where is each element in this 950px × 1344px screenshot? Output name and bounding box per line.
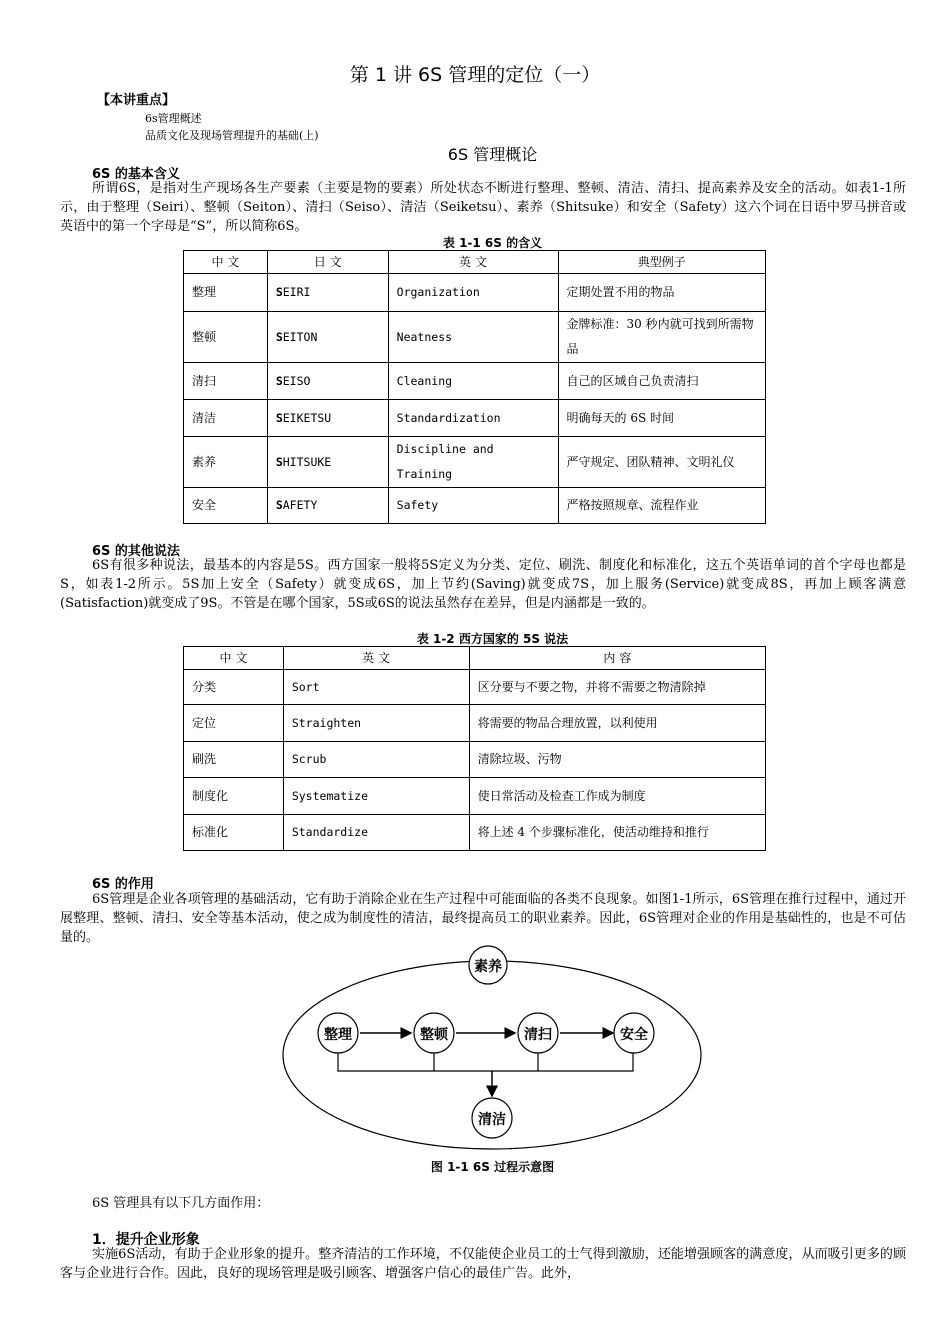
- node-zhengdun: 整顿: [420, 1027, 448, 1043]
- node-zhengli: 整理: [324, 1027, 352, 1043]
- col-header: 典型例子: [558, 251, 766, 274]
- table-cell: 整理: [184, 274, 268, 312]
- romaji: EITON: [282, 329, 318, 344]
- table-cell: 整顿: [184, 312, 268, 363]
- romaji: EISO: [282, 373, 311, 388]
- table-cell: 制度化: [184, 778, 284, 815]
- romaji: EIRI: [282, 285, 311, 299]
- table-cell: 清扫: [184, 363, 268, 400]
- table-cell: 分类: [184, 670, 284, 705]
- page-title: 第 1 讲 6S 管理的定位（一）: [349, 64, 601, 86]
- col-header: 日 文: [267, 251, 388, 274]
- table-cell: [267, 312, 388, 363]
- table-cell: [267, 400, 388, 437]
- table-cell: Scrub: [283, 742, 469, 778]
- node-qingsao: 清扫: [524, 1027, 552, 1043]
- romaji: AFETY: [282, 498, 318, 512]
- table-row: [184, 363, 766, 400]
- table-cell: [267, 274, 388, 312]
- point1-paragraph: 实施6S活动，有助于企业形象的提升。整齐清洁的工作环境，不仅能使企业员工的士气得到激励，还能增强顾客的满意度，从而吸引更多的顾客与企业进行合作。因此，良好的现场管理是吸引顾客、增强客户信心的最佳广告。此外，: [60, 1247, 906, 1281]
- table-cell: 清除垃圾、污物: [469, 742, 765, 778]
- table-cell: 标准化: [184, 815, 284, 851]
- node-qingjie: 清洁: [478, 1112, 506, 1128]
- table-cell: 定期处置不用的物品: [558, 274, 766, 312]
- key-points-heading: 【本讲重点】: [97, 93, 176, 108]
- role-paragraph: 6S管理是企业各项管理的基础活动，它有助于消除企业在生产过程中可能面临的各类不良现象。如图1-1所示，6S管理在推行过程中，通过开展整理、整顿、清扫、安全等基本活动，使之成为制度性的清洁，最终提高员工的职业素养。因此，6S管理对企业的作用是基础性的，也是不可估量的。: [60, 892, 906, 945]
- initial-s: S: [275, 410, 283, 425]
- romaji: EIKETSU: [282, 410, 332, 425]
- other-heading: 6S 的其他说法: [92, 544, 180, 559]
- col-header: 中 文: [184, 647, 284, 670]
- figure-caption: 图 1-1 6S 过程示意图: [430, 1160, 555, 1174]
- table1-caption: 表 1-1 6S 的含义: [442, 236, 543, 250]
- table-row: [184, 400, 766, 437]
- initial-s: S: [275, 498, 283, 512]
- 6s-process-diagram: [270, 945, 710, 1155]
- table-row: [184, 312, 766, 363]
- table-row: [184, 742, 766, 778]
- table-cell: Discipline and Training: [388, 437, 558, 488]
- romaji: HITSUKE: [282, 454, 332, 469]
- table-cell: Safety: [388, 488, 558, 524]
- table-cell: 使日常活动及检查工作成为制度: [469, 778, 765, 815]
- table-row: [184, 778, 766, 815]
- table-cell: 区分要与不要之物，并将不需要之物清除掉: [469, 670, 765, 705]
- table-cell: 严格按照规章、流程作业: [558, 488, 766, 524]
- table-cell: 将上述 4 个步骤标准化，使活动维持和推行: [469, 815, 765, 851]
- basic-paragraph: 所谓6S，是指对生产现场各生产要素（主要是物的要素）所处状态不断进行整理、整顿、清洁、清扫、提高素养及安全的活动。如表1-1所示，由于整理（Seiri）、整顿（Seiton）、清扫（Seiso）、清洁（Seiketsu）、素养（Shitsuke）和安全（Safety）这六个词在日语中罗马拼音或英语中的第一个字母是“S”，所以简称6S。: [60, 181, 906, 234]
- table-cell: [267, 488, 388, 524]
- table-cell: 安全: [184, 488, 268, 524]
- table-cell: 严守规定、团队精神、文明礼仪: [558, 437, 766, 488]
- col-header: 英 文: [283, 647, 469, 670]
- key-point-item: 品质文化及现场管理提升的基础(上): [145, 129, 319, 142]
- table-cell: Standardize: [283, 815, 469, 851]
- table-header-row: [184, 251, 766, 274]
- table-row: [184, 437, 766, 488]
- connector-bar: [338, 1051, 633, 1071]
- table-row: [184, 488, 766, 524]
- col-header: 英 文: [388, 251, 558, 274]
- table-cell: Organization: [388, 274, 558, 312]
- key-point-item: 6s管理概述: [145, 112, 202, 125]
- table2-caption: 表 1-2 西方国家的 5S 说法: [416, 632, 569, 646]
- table-cell: 素养: [184, 437, 268, 488]
- table-row: [184, 670, 766, 705]
- table-cell: Standardization: [388, 400, 558, 437]
- table-6s-meaning: [183, 250, 766, 524]
- table-cell: 定位: [184, 705, 284, 742]
- table-cell: 清洁: [184, 400, 268, 437]
- table-western-5s: [183, 646, 766, 851]
- table-cell: Sort: [283, 670, 469, 705]
- initial-s: S: [275, 285, 283, 299]
- table-cell: Systematize: [283, 778, 469, 815]
- table-cell: Neatness: [388, 312, 558, 363]
- role-heading: 6S 的作用: [92, 877, 154, 892]
- table-cell: [267, 363, 388, 400]
- table-cell: [267, 437, 388, 488]
- other-paragraph: 6S有很多种说法，最基本的内容是5S。西方国家一般将5S定义为分类、定位、刷洗、制度化和标准化，这五个英语单词的首个字母也都是S，如表1-2所示。5S加上安全（Safety）就变成6S，加上节约(Saving)就变成7S，加上服务(Service)就变成8S，再加上顾客满意(Satisfaction)就变成了9S。不管是在哪个国家，5S或6S的说法虽然存在差异，但是内涵都是一致的。: [60, 558, 906, 611]
- table-cell: 将需要的物品合理放置，以利使用: [469, 705, 765, 742]
- section-title: 6S 管理概论: [447, 145, 538, 164]
- basic-heading: 6S 的基本含义: [92, 167, 180, 182]
- col-header: 中 文: [184, 251, 268, 274]
- node-suyang: 素养: [474, 959, 502, 975]
- initial-s: S: [275, 373, 283, 388]
- table-cell: 金牌标准：30 秒内就可找到所需物品: [558, 312, 766, 363]
- table-row: [184, 274, 766, 312]
- node-anquan: 安全: [620, 1027, 648, 1043]
- table-cell: 明确每天的 6S 时间: [558, 400, 766, 437]
- initial-s: S: [275, 329, 283, 344]
- table-cell: Cleaning: [388, 363, 558, 400]
- intro-line: 6S 管理具有以下几方面作用：: [92, 1196, 270, 1211]
- table-cell: Straighten: [283, 705, 469, 742]
- table-cell: 自己的区域自己负责清扫: [558, 363, 766, 400]
- table-cell: 刷洗: [184, 742, 284, 778]
- col-header: 内 容: [469, 647, 765, 670]
- table-header-row: [184, 647, 766, 670]
- table-row: [184, 705, 766, 742]
- point1-heading: 1．提升企业形象: [92, 1232, 200, 1248]
- initial-s: S: [275, 454, 283, 469]
- table-row: [184, 815, 766, 851]
